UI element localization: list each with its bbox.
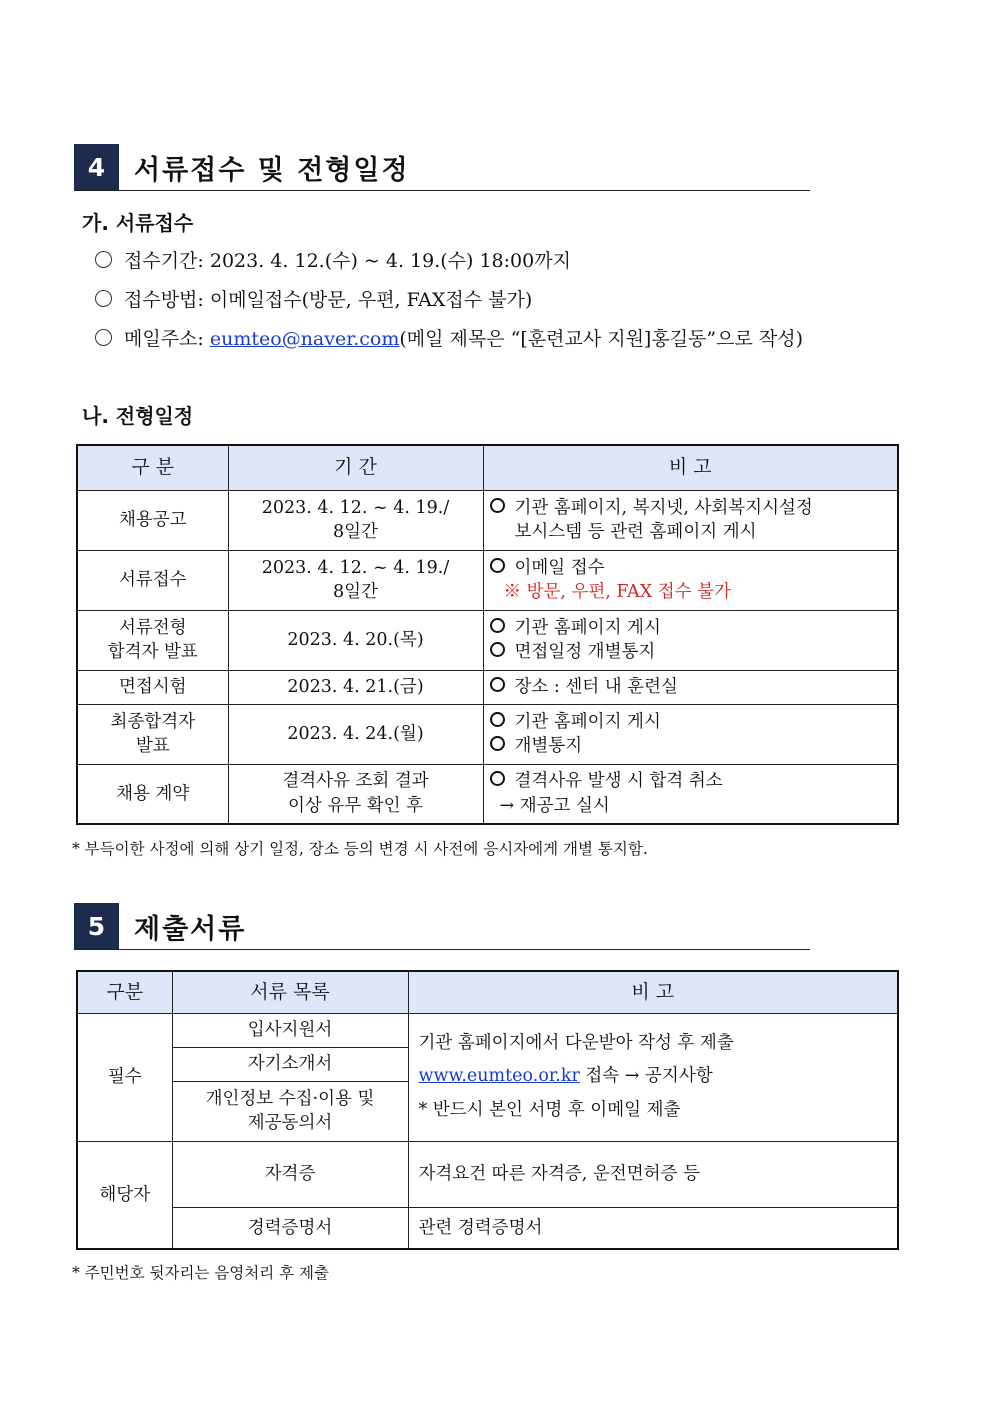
website-link[interactable]: www.eumteo.or.kr xyxy=(418,1066,580,1087)
method-label: 접수방법: xyxy=(124,289,204,311)
circle-bullet-icon xyxy=(95,251,112,268)
remark-line: 기관 홈페이지에서 다운받아 작성 후 제출 xyxy=(418,1033,734,1054)
section-4-header xyxy=(74,144,810,191)
section-number: 4 xyxy=(74,144,119,190)
table-row xyxy=(77,670,898,704)
period-line xyxy=(95,246,571,273)
circle-bullet-icon xyxy=(95,329,112,346)
doc-name: 입사지원서 xyxy=(172,1013,408,1047)
remark-line: * 반드시 본인 서명 후 이메일 제출 xyxy=(418,1099,681,1120)
row-remarks: 기관 홈페이지 게시 면접일정 개별통지 xyxy=(483,610,898,670)
row-period: 2023. 4. 12. ~ 4. 19./ 8일간 xyxy=(228,550,483,610)
row-category: 서류전형 합격자 발표 xyxy=(77,610,228,670)
row-remarks: 장소 : 센터 내 훈련실 xyxy=(483,670,898,704)
schedule-note: * 부득이한 사정에 의해 상기 일정, 장소 등의 변경 시 사전에 응시자에게 개별 통지함. xyxy=(72,840,648,858)
doc-name: 경력증명서 xyxy=(172,1207,408,1249)
header-category: 구분 xyxy=(77,971,172,1013)
subsection-a-title: 가. 서류접수 xyxy=(82,211,194,235)
mail-label: 메일주소: xyxy=(124,328,204,350)
header-remarks: 비 고 xyxy=(408,971,898,1013)
circle-bullet-icon xyxy=(490,498,505,513)
row-category: 서류접수 xyxy=(77,550,228,610)
row-category: 채용 계약 xyxy=(77,764,228,824)
header-period: 기 간 xyxy=(228,445,483,490)
row-period: 결격사유 조회 결과 이상 유무 확인 후 xyxy=(228,764,483,824)
row-period: 2023. 4. 12. ~ 4. 19./ 8일간 xyxy=(228,490,483,550)
table-header-row xyxy=(77,971,898,1013)
section-5-header xyxy=(74,903,810,950)
row-period: 2023. 4. 21.(금) xyxy=(228,670,483,704)
row-category: 면접시험 xyxy=(77,670,228,704)
table-row xyxy=(77,1207,898,1249)
row-remarks: 이메일 접수 ※ 방문, 우편, FAX 접수 불가 xyxy=(483,550,898,610)
circle-bullet-icon xyxy=(95,290,112,307)
doc-remark: 관련 경력증명서 xyxy=(408,1207,898,1249)
header-remarks: 비 고 xyxy=(483,445,898,490)
table-row xyxy=(77,490,898,550)
row-period: 2023. 4. 24.(월) xyxy=(228,704,483,764)
table-row xyxy=(77,1141,898,1207)
table-row xyxy=(77,704,898,764)
table-row xyxy=(77,1013,898,1047)
section-title: 서류접수 및 전형일정 xyxy=(134,155,410,186)
header-category: 구 분 xyxy=(77,445,228,490)
header-doc-list: 서류 목록 xyxy=(172,971,408,1013)
table-row xyxy=(77,610,898,670)
circle-bullet-icon xyxy=(490,618,505,633)
mail-suffix: (메일 제목은 “[훈련교사 지원]홍길동”으로 작성) xyxy=(399,328,803,350)
period-label: 접수기간: xyxy=(124,250,204,272)
remark-line: 접속 → 공지사항 xyxy=(579,1066,713,1087)
documents-table xyxy=(76,970,899,1250)
section-number: 5 xyxy=(74,903,119,949)
doc-remark: 자격요건 따른 자격증, 운전면허증 등 xyxy=(408,1141,898,1207)
circle-bullet-icon xyxy=(490,771,505,786)
row-category: 최종합격자 발표 xyxy=(77,704,228,764)
circle-bullet-icon xyxy=(490,712,505,727)
method-value: 이메일접수(방문, 우편, FAX접수 불가) xyxy=(209,289,533,311)
section-title: 제출서류 xyxy=(134,914,247,945)
row-remarks: 결격사유 발생 시 합격 취소 → 재공고 실시 xyxy=(483,764,898,824)
circle-bullet-icon xyxy=(490,677,505,692)
mail-line xyxy=(95,324,803,351)
documents-note: * 주민번호 뒷자리는 음영처리 후 제출 xyxy=(72,1264,329,1282)
table-row xyxy=(77,764,898,824)
row-remarks: 기관 홈페이지, 복지넷, 사회복지시설정 보시스템 등 관련 홈페이지 게시 xyxy=(483,490,898,550)
circle-bullet-icon xyxy=(490,558,505,573)
method-line xyxy=(95,285,532,312)
row-category: 채용공고 xyxy=(77,490,228,550)
circle-bullet-icon xyxy=(490,642,505,657)
email-link[interactable]: eumteo@naver.com xyxy=(209,328,400,350)
warning-text: ※ 방문, 우편, FAX 접수 불가 xyxy=(503,582,731,602)
table-row xyxy=(77,550,898,610)
required-remarks xyxy=(408,1013,898,1141)
subsection-b-title: 나. 전형일정 xyxy=(82,404,194,428)
doc-name: 개인정보 수집·이용 및 제공동의서 xyxy=(172,1081,408,1141)
doc-name: 자기소개서 xyxy=(172,1047,408,1081)
period-value: 2023. 4. 12.(수) ~ 4. 19.(수) 18:00까지 xyxy=(209,250,571,272)
schedule-table xyxy=(76,444,899,825)
applicable-label: 해당자 xyxy=(77,1141,172,1249)
row-period: 2023. 4. 20.(목) xyxy=(228,610,483,670)
doc-name: 자격증 xyxy=(172,1141,408,1207)
table-header-row xyxy=(77,445,898,490)
required-label: 필수 xyxy=(77,1013,172,1141)
circle-bullet-icon xyxy=(490,736,505,751)
row-remarks: 기관 홈페이지 게시 개별통지 xyxy=(483,704,898,764)
